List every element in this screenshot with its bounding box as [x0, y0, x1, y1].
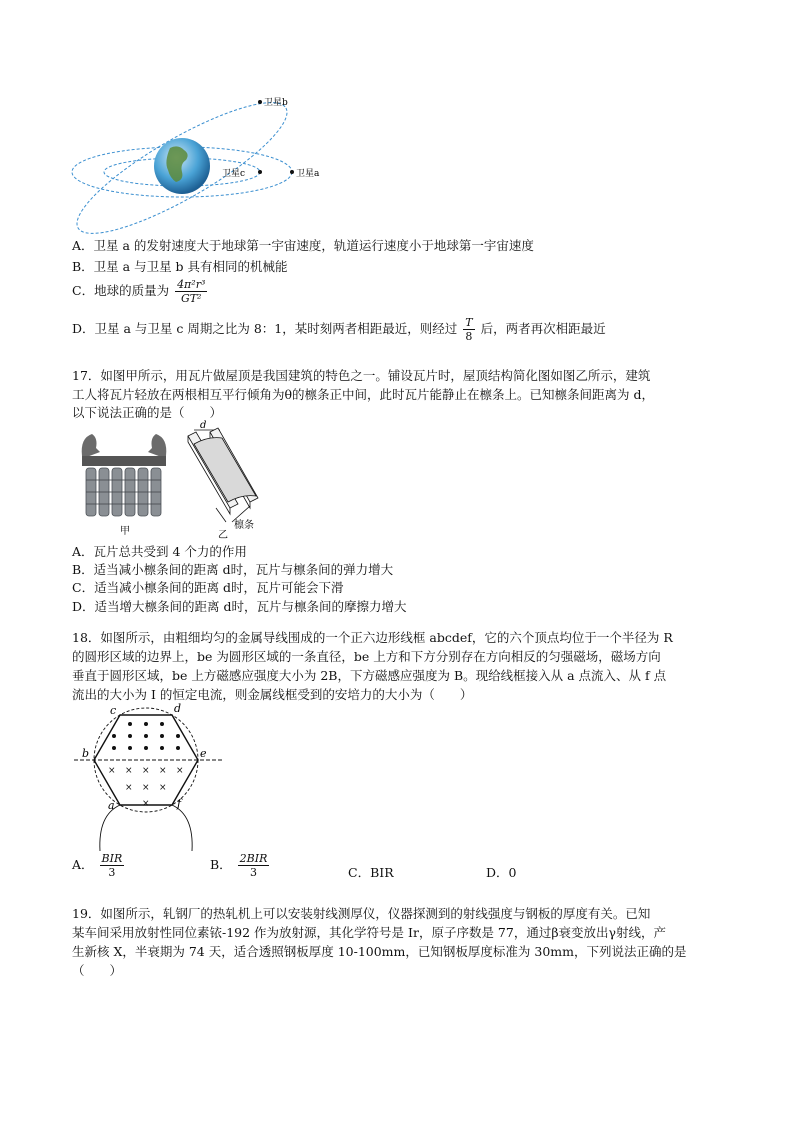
fraction-numerator: 2BIR	[239, 852, 268, 865]
vertex-c: c	[110, 704, 117, 717]
lead-wire-f	[172, 805, 192, 851]
fraction-denominator: 3	[108, 866, 116, 879]
q19-stem-line2: 某车间采用放射性同位素铱-192 作为放射源，其化学符号是 Ir，原子序数是 77，通过β衰变放出γ射线，产	[72, 925, 667, 940]
svg-text:×: ×	[176, 766, 184, 776]
vertex-d: d	[174, 702, 182, 715]
fraction-numerator: T	[465, 316, 473, 329]
q18-stem-line3: 垂直于圆形区域，be 上方磁感应强度大小为 2B，下方磁感应强度为 B。现给线框接入从 a 点流入、从 f 点	[72, 668, 667, 683]
vertex-f: f	[177, 797, 182, 810]
fraction-denominator: 3	[250, 866, 258, 879]
fraction-numerator: 4π²r³	[177, 278, 206, 291]
label-satellite-c: 卫星c	[222, 169, 246, 179]
label-beam: 檩条	[234, 520, 254, 531]
q16-option-c-fraction	[175, 278, 207, 305]
svg-text:×: ×	[142, 766, 150, 776]
q17-stem-line1: 17．如图甲所示，用瓦片做屋顶是我国建筑的特色之一。铺设瓦片时，屋顶结构简化图如图乙所示，建筑	[72, 368, 651, 383]
q16-option-c	[72, 278, 209, 305]
svg-text:×: ×	[142, 799, 150, 809]
satellite-c-dot	[258, 170, 262, 174]
satellite-a-dot	[290, 170, 294, 174]
q16-option-a: A．卫星 a 的发射速度大于地球第一宇宙速度，轨道运行速度小于地球第一宇宙速度	[72, 238, 534, 253]
q19-stem-line4: （ ）	[72, 963, 123, 978]
svg-text:×: ×	[108, 766, 116, 776]
satellite-b-dot	[258, 100, 262, 104]
q18-stem-line2: 的圆形区域的边界上，be 为圆形区域的一条直径，be 上方和下方分别存在方向相反的匀强磁场，磁场方向	[72, 649, 661, 664]
q16-option-d	[72, 316, 606, 343]
q17-option-b: B．适当减小檩条间的距离 d时，瓦片与檩条间的弹力增大	[72, 562, 394, 577]
q17-option-a: A．瓦片总共受到 4 个力的作用	[72, 544, 247, 559]
q16-option-d-fraction	[463, 316, 474, 343]
q16-option-d-text: D．卫星 a 与卫星 c 周期之比为 8：1，某时刻两者相距最近，则经过	[72, 321, 458, 336]
q18-stem-line4: 流出的大小为 I 的恒定电流，则金属线框受到的安培力的大小为（ ）	[72, 687, 473, 702]
fraction-denominator: GT²	[180, 292, 202, 305]
q18-option-b-label: B．	[210, 857, 232, 872]
q18-stem-line1: 18．如图所示，由粗细均匀的金属导线围成的一个正六边形线框 abcdef，它的六个顶点均位于一个半径为 R	[72, 630, 673, 645]
q18-option-a	[72, 852, 126, 879]
q18-option-a-fraction	[100, 852, 125, 879]
q17-option-d: D．适当增大檩条间的距离 d时，瓦片与檩条间的摩擦力增大	[72, 599, 407, 614]
svg-text:×: ×	[125, 783, 133, 793]
svg-text:×: ×	[159, 783, 167, 793]
q18-option-b	[210, 852, 271, 879]
label-d: d	[200, 420, 207, 431]
q16-option-d-suffix: 后，两者再次相距最近	[480, 321, 606, 336]
q17-stem-line3: 以下说法正确的是（ ）	[72, 405, 223, 420]
vertex-a: a	[108, 799, 115, 812]
q18-option-a-label: A．	[72, 857, 94, 872]
q16-option-b: B．卫星 a 与卫星 b 具有相同的机械能	[72, 259, 288, 274]
q19-stem-line3: 生新核 X，半衰期为 74 天，适合透照钢板厚度 10-100mm，已知钢板厚度标准为 30mm，下列说法正确的是	[72, 944, 687, 959]
label-jia: 甲	[120, 526, 130, 536]
label-satellite-a: 卫星a	[296, 169, 320, 179]
hexagon-field-figure	[74, 700, 224, 852]
fraction-denominator: 8	[465, 330, 473, 343]
svg-text:×: ×	[142, 783, 150, 793]
roof-tile-photo	[76, 426, 172, 536]
beam-diagram	[180, 418, 270, 540]
fraction-numerator: BIR	[101, 852, 123, 865]
q18-option-d: D．0	[486, 865, 517, 880]
q16-option-c-text: C．地球的质量为	[72, 283, 170, 298]
q18-option-b-fraction	[238, 852, 270, 879]
label-yi: 乙	[218, 530, 228, 540]
earth	[154, 138, 210, 194]
q19-stem-line1: 19．如图所示，轧钢厂的热轧机上可以安装射线测厚仪，仪器探测到的射线强度与钢板的厚度有关。已知	[72, 906, 651, 921]
q18-option-c: C．BIR	[348, 865, 394, 880]
svg-text:×: ×	[125, 766, 133, 776]
vertex-b: b	[82, 747, 90, 760]
q17-option-c: C．适当减小檩条间的距离 d时，瓦片可能会下滑	[72, 580, 344, 595]
field-dots	[112, 722, 180, 750]
satellite-orbit-figure	[70, 90, 350, 240]
q17-stem-line2: 工人将瓦片轻放在两根相互平行倾角为θ的檩条正中间，此时瓦片能静止在檩条上。已知檩条间距离为 d，	[72, 387, 655, 402]
svg-text:×: ×	[159, 766, 167, 776]
label-satellite-b: 卫星b	[264, 98, 288, 108]
vertex-e: e	[200, 747, 207, 760]
